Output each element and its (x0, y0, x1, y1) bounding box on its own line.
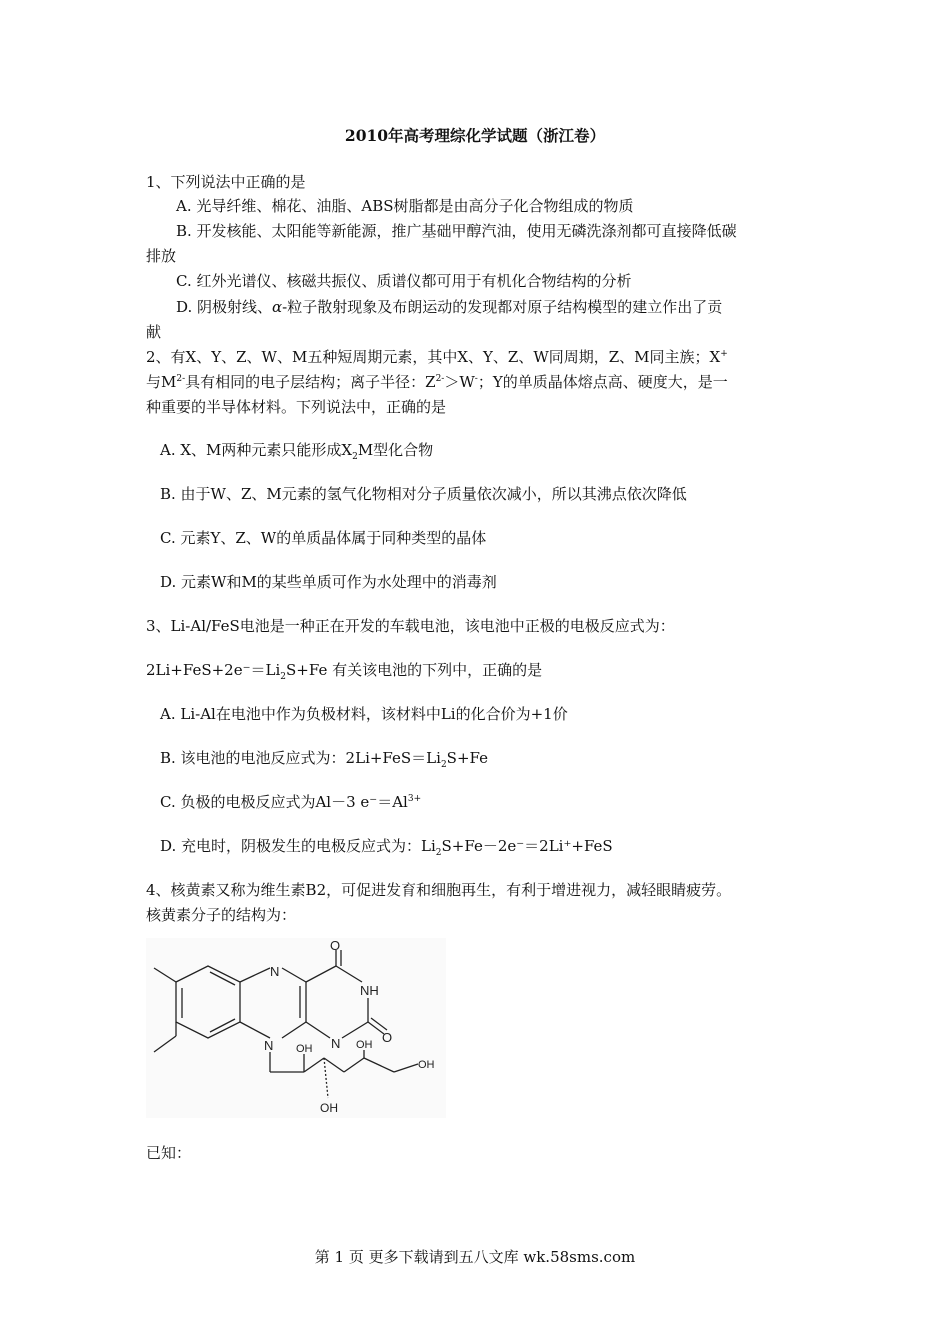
q2-s2-sup3: - (474, 374, 478, 384)
q2-option-a (160, 438, 433, 462)
q2-option-c: C. 元素Y、Z、W的单质晶体属于同种类型的晶体 (160, 529, 487, 547)
q3-s2-sub: 2 (280, 672, 287, 682)
label-n-mid: N (331, 1036, 341, 1051)
q1-option-d-line2: 献 (146, 323, 162, 341)
q3-b-pre: B. 该电池的电池反应式为：2Li+FeS＝Li (160, 749, 441, 767)
q2-a-pre: A. X、M两种元素只能形成X (160, 441, 353, 459)
q2-s2a: 与M (146, 373, 177, 391)
q2-a-sub: 2 (352, 452, 358, 462)
q3-s2-pre: 2Li+FeS+2e⁻＝Li (146, 661, 281, 679)
q4-known: 已知： (146, 1144, 192, 1162)
label-oh1: OH (296, 1043, 313, 1055)
q1-d-pre: D. 阴极射线、 (176, 298, 273, 316)
q3-d-post: S+Fe－2e⁻＝2Li⁺+FeS (441, 837, 613, 855)
q2-a-post: M型化合物 (357, 441, 434, 459)
q3-s2-post: S+Fe 有关该电池的下列中，正确的是 (286, 661, 543, 679)
q2-option-b: B. 由于W、Z、M元素的氢气化物相对分子质量依次减小，所以其沸点依次降低 (160, 485, 687, 503)
page-footer: 第 1 页 更多下载请到五八文库 wk.58sms.com (314, 1248, 636, 1266)
q3-option-c (160, 790, 421, 814)
q2-stem-line3: 种重要的半导体材料。下列说法中，正确的是 (146, 398, 447, 416)
q4-stem-line2: 核黄素分子的结构为： (146, 906, 297, 924)
q2-stem-line1 (146, 345, 728, 369)
q3-stem-line1: 3、Li-Al/FeS电池是一种正在开发的车载电池，该电池中正极的电极反应式为： (146, 617, 675, 635)
q1-d-post: -粒子散射现象及布朗运动的发现都对原子结构模型的建立作出了贡 (282, 298, 723, 316)
q3-d-pre: D. 充电时，阴极发生的电极反应式为：Li (160, 837, 436, 855)
q2-sup-x: + (720, 349, 728, 359)
alpha-symbol: α (272, 298, 283, 316)
label-oh2: OH (356, 1039, 373, 1051)
q3-d-sub: 2 (435, 848, 442, 858)
q2-stem-line2 (146, 370, 728, 394)
q1-option-b-line2: 排放 (146, 247, 177, 265)
q3-b-post: S+Fe (446, 749, 488, 767)
q3-b-sub: 2 (440, 760, 447, 770)
riboflavin-structure-diagram (146, 938, 446, 1118)
q3-stem-line2 (146, 658, 542, 682)
label-nh: NH (360, 983, 379, 998)
page-title: 2010年高考理综化学试题（浙江卷） (344, 126, 606, 145)
q1-option-c: C. 红外光谱仪、核磁共振仪、质谱仪都可用于有机化合物结构的分析 (176, 272, 632, 290)
q3-option-a: A. Li-Al在电池中作为负极材料，该材料中Li的化合价为+1价 (160, 705, 568, 723)
q2-s2-sup2: 2- (435, 374, 445, 384)
q2-s2b: 具有相同的电子层结构；离子半径：Z (185, 373, 436, 391)
q1-option-b-line1: B. 开发核能、太阳能等新能源，推广基础甲醇汽油，使用无磷洗涤剂都可直接降低碳 (176, 222, 737, 240)
label-oh4: OH (320, 1101, 338, 1115)
label-o-right: O (382, 1030, 393, 1045)
q2-s2d: ；Y的单质晶体熔点高、硬度大，是一 (477, 373, 728, 391)
q3-option-b (160, 746, 488, 770)
q2-s2-sup1: 2- (176, 374, 186, 384)
q1-stem: 1、下列说法中正确的是 (146, 173, 306, 191)
label-n-left: N (264, 1038, 274, 1053)
q3-option-d (160, 834, 613, 858)
q2-option-d: D. 元素W和M的某些单质可作为水处理中的消毒剂 (160, 573, 497, 591)
q3-c-sup: 3+ (407, 794, 422, 804)
q2-stem1-text: 2、有X、Y、Z、W、M五种短周期元素，其中X、Y、Z、W同周期，Z、M同主族；X (146, 348, 721, 366)
q1-option-d-line1 (176, 295, 722, 319)
q3-c-pre: C. 负极的电极反应式为Al－3 e⁻＝Al (160, 793, 408, 811)
label-oh3: OH (418, 1059, 435, 1071)
q2-s2c: ＞W (444, 373, 475, 391)
label-o-top: O (330, 938, 341, 953)
label-n-top: N (270, 964, 280, 979)
q1-option-a: A. 光导纤维、棉花、油脂、ABS树脂都是由高分子化合物组成的物质 (176, 197, 634, 215)
q4-stem-line1: 4、核黄素又称为维生素B2，可促进发育和细胞再生，有利于增进视力，减轻眼睛疲劳。 (146, 881, 732, 899)
